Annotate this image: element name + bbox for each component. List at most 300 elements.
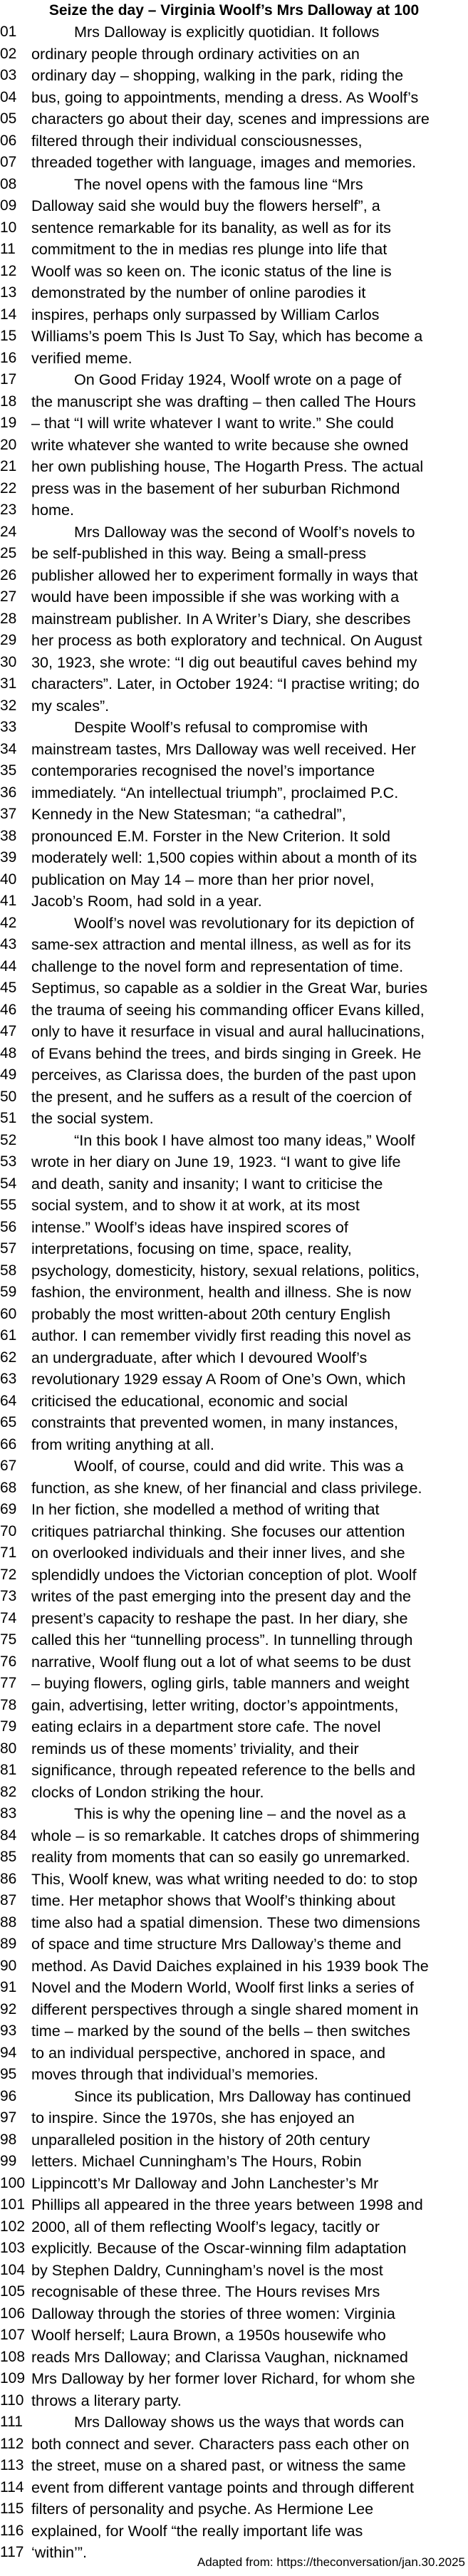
line-text: would have been impossible if she was working with a: [31, 588, 400, 606]
text-line: [0, 1064, 468, 1086]
text-line: [0, 261, 468, 283]
line-text: Woolf was so keen on. The iconic status of the line is: [31, 261, 392, 280]
line-text: present’s capacity to reshape the past. In her diary, she: [31, 1609, 408, 1627]
line-text: Woolf, of course, could and did write. This was a: [74, 1457, 404, 1475]
line-text: psychology, domesticity, history, sexual relations, politics,: [31, 1261, 420, 1279]
line-text: reads Mrs Dalloway; and Clarissa Vaughan, nicknamed: [31, 2347, 408, 2366]
text-line: [0, 1130, 468, 1152]
line-text: Dalloway said she would buy the flowers herself”, a: [31, 197, 380, 214]
text-line: [0, 1912, 468, 1934]
line-text: be self-published in this way. Being a small-press: [31, 544, 367, 562]
numbered-text-body: [0, 21, 468, 2564]
text-line: [0, 826, 468, 848]
text-line: [0, 2477, 468, 2499]
line-text: writes of the past emerging into the present day and the: [31, 1587, 411, 1605]
text-line: [0, 1673, 468, 1695]
line-text: gain, advertising, letter writing, doctor’s appointments,: [31, 1695, 399, 1714]
text-line: [0, 87, 468, 109]
line-number: 47: [0, 1023, 17, 1039]
line-number: 106: [0, 2305, 26, 2322]
line-number: 61: [0, 1327, 17, 1344]
line-text: her process as both exploratory and technical. On August: [31, 631, 422, 649]
line-number: 115: [0, 2500, 24, 2517]
line-number: 74: [0, 1609, 17, 1626]
text-line: [0, 2064, 468, 2086]
line-number: 70: [0, 1522, 17, 1539]
line-text: revolutionary 1929 essay A Room of One’s Own, which: [31, 1370, 406, 1388]
text-line: [0, 152, 468, 174]
text-line: [0, 1260, 468, 1282]
line-number: 15: [0, 328, 17, 344]
line-number: 36: [0, 784, 17, 801]
text-line: [0, 999, 468, 1022]
text-line: [0, 2411, 468, 2434]
line-number: 12: [0, 262, 17, 279]
line-text: her own publishing house, The Hogarth Press. The actual: [31, 457, 424, 475]
text-line: [0, 630, 468, 652]
line-number: 01: [0, 24, 17, 40]
line-number: 02: [0, 45, 17, 62]
text-line: [0, 695, 468, 717]
line-number: 05: [0, 110, 17, 127]
line-number: 65: [0, 1414, 17, 1430]
line-text: my scales”.: [31, 696, 110, 715]
line-number: 102: [0, 2218, 26, 2235]
text-line: [0, 1043, 468, 1065]
line-number: 94: [0, 2044, 17, 2061]
text-line: [0, 1869, 468, 1891]
line-text: the social system.: [31, 1109, 154, 1127]
line-number: 111: [0, 2414, 23, 2430]
line-number: 18: [0, 393, 17, 410]
line-text: contemporaries recognised the novel’s importance: [31, 762, 375, 779]
line-number: 33: [0, 719, 17, 735]
line-number: 79: [0, 1718, 17, 1735]
line-number: 90: [0, 1957, 17, 1974]
line-number: 113: [0, 2457, 24, 2473]
text-line: [0, 1977, 468, 1999]
line-number: 91: [0, 1979, 17, 1995]
line-number: 72: [0, 1566, 17, 1583]
line-number: 67: [0, 1458, 17, 1474]
line-text: the trauma of seeing his commanding officer Evans killed,: [31, 1000, 425, 1019]
line-number: 68: [0, 1479, 17, 1496]
text-line: [0, 1455, 468, 1477]
line-text: Lippincott’s Mr Dalloway and John Lanchester’s Mr: [31, 2174, 379, 2192]
text-line: [0, 586, 468, 608]
text-line: [0, 2520, 468, 2543]
line-text: 30, 1923, she wrote: “I dig out beautiful caves behind my: [31, 653, 417, 671]
text-line: [0, 1695, 468, 1717]
text-line: [0, 1999, 468, 2021]
line-text: In her fiction, she modelled a method of writing that: [31, 1500, 380, 1518]
line-number: 98: [0, 2131, 17, 2148]
text-line: [0, 2216, 468, 2238]
line-number: 59: [0, 1284, 17, 1300]
line-number: 23: [0, 502, 17, 518]
line-text: – that “I will write whatever I want to write.” She could: [31, 414, 394, 432]
line-number: 10: [0, 219, 17, 236]
text-line: [0, 369, 468, 391]
line-text: bus, going to appointments, mending a dress. As Woolf’s: [31, 88, 419, 106]
line-number: 76: [0, 1653, 17, 1670]
line-number: 89: [0, 1936, 17, 1952]
text-line: [0, 435, 468, 457]
line-number: 110: [0, 2391, 24, 2409]
line-text: called this her “tunnelling process”. In tunnelling through: [31, 1631, 413, 1648]
line-number: 55: [0, 1197, 17, 1213]
line-text: Phillips all appeared in the three years between 1998 and: [31, 2196, 423, 2213]
line-number: 75: [0, 1631, 17, 1648]
text-line: [0, 2434, 468, 2456]
line-number: 83: [0, 1805, 17, 1822]
line-number: 11: [0, 241, 16, 257]
text-line: [0, 673, 468, 695]
line-number: 108: [0, 2348, 26, 2365]
line-text: wrote in her diary on June 19, 1923. “I want to give life: [31, 1153, 401, 1170]
line-number: 112: [0, 2435, 24, 2452]
line-text: throws a literary party.: [31, 2391, 182, 2409]
line-text: on overlooked individuals and their inner lives, and she: [31, 1544, 405, 1562]
line-text: ‘within’”.: [31, 2543, 87, 2561]
line-text: the manuscript she was drafting – then called The Hours: [31, 392, 416, 410]
line-text: to an individual perspective, anchored in space, and: [31, 2043, 385, 2062]
text-line: [0, 2129, 468, 2151]
line-number: 44: [0, 957, 17, 975]
line-number: 43: [0, 936, 17, 952]
line-text: explained, for Woolf “the really important life was: [31, 2521, 363, 2540]
line-text: write whatever she wanted to write because she owned: [31, 435, 409, 454]
line-text: filtered through their individual consciousnesses,: [31, 131, 363, 150]
line-number: 92: [0, 2000, 17, 2017]
text-line: [0, 934, 468, 956]
text-line: [0, 1304, 468, 1326]
line-number: 56: [0, 1218, 17, 1235]
text-line: [0, 1282, 468, 1304]
line-text: event from different vantage points and through different: [31, 2478, 415, 2496]
text-line: [0, 43, 468, 66]
text-line: [0, 1738, 468, 1760]
line-number: 19: [0, 415, 17, 431]
line-number: 95: [0, 2066, 17, 2082]
text-line: [0, 1825, 468, 1847]
line-number: 96: [0, 2087, 17, 2104]
text-line: [0, 1021, 468, 1043]
line-number: 27: [0, 588, 17, 605]
line-number: 51: [0, 1110, 17, 1126]
line-text: critiques patriarchal thinking. She focuses our attention: [31, 1522, 405, 1540]
line-number: 42: [0, 914, 17, 931]
line-number: 50: [0, 1088, 17, 1105]
line-number: 81: [0, 1762, 17, 1778]
line-text: by Stephen Daldry, Cunningham’s novel is the most: [31, 2260, 383, 2279]
line-number: 20: [0, 436, 17, 453]
line-number: 14: [0, 306, 17, 323]
line-number: 64: [0, 1392, 17, 1409]
text-line: [0, 2325, 468, 2347]
line-text: challenge to the novel form and representation of time.: [31, 957, 404, 975]
line-text: clocks of London striking the hour.: [31, 1782, 264, 1801]
line-text: immediately. “An intellectual triumph”, proclaimed P.C.: [31, 783, 399, 801]
line-text: On Good Friday 1924, Woolf wrote on a page of: [74, 370, 402, 388]
line-text: narrative, Woolf flung out a lot of what seems to be dust: [31, 1652, 411, 1671]
line-text: home.: [31, 501, 75, 519]
line-number: 21: [0, 458, 17, 474]
line-text: publication on May 14 – more than her prior novel,: [31, 870, 375, 888]
line-number: 53: [0, 1153, 17, 1170]
line-number: 29: [0, 632, 17, 648]
line-text: and death, sanity and insanity; I want to criticise the: [31, 1174, 383, 1193]
text-line: [0, 304, 468, 326]
text-line: [0, 847, 468, 869]
text-line: [0, 2020, 468, 2042]
line-text: The novel opens with the famous line “Mrs: [74, 175, 363, 193]
text-line: [0, 521, 468, 544]
line-number: 86: [0, 1870, 17, 1887]
line-text: whole – is so remarkable. It catches drops of shimmering: [31, 1826, 420, 1844]
line-number: 101: [0, 2196, 26, 2213]
text-line: [0, 2194, 468, 2216]
line-text: Mrs Dalloway shows us the ways that words can: [74, 2413, 405, 2431]
line-number: 93: [0, 2022, 17, 2039]
line-number: 82: [0, 1783, 17, 1800]
text-line: [0, 2303, 468, 2325]
text-line: [0, 1195, 468, 1217]
text-line: [0, 2281, 468, 2303]
page-title: Seize the day – Virginia Woolf’s Mrs Dalloway at 100: [48, 2, 420, 19]
text-line: [0, 326, 468, 348]
line-text: same-sex attraction and mental illness, as well as for its: [31, 935, 411, 953]
text-line: [0, 2455, 468, 2477]
text-line: [0, 391, 468, 413]
line-text: Woolf herself; Laura Brown, a 1950s housewife who: [31, 2326, 386, 2344]
line-text: 2000, all of them reflecting Woolf’s legacy, tacitly or: [31, 2217, 380, 2235]
text-line: [0, 652, 468, 674]
line-text: mainstream tastes, Mrs Dalloway was well received. Her: [31, 739, 417, 758]
text-line: [0, 1564, 468, 1586]
line-number: 66: [0, 1435, 17, 1453]
line-text: This is why the opening line – and the novel as a: [74, 1804, 406, 1822]
text-line: [0, 1586, 468, 1608]
line-number: 48: [0, 1044, 17, 1061]
text-line: [0, 1956, 468, 1978]
line-text: Dalloway through the stories of three women: Virginia: [31, 2304, 395, 2322]
line-number: 07: [0, 154, 17, 170]
text-line: [0, 2107, 468, 2129]
line-number: 24: [0, 523, 17, 540]
line-text: both connect and sever. Characters pass each other on: [31, 2434, 410, 2453]
text-line: [0, 2173, 468, 2195]
line-number: 100: [0, 2174, 26, 2191]
line-text: unparalleled position in the history of 20th century: [31, 2130, 370, 2149]
text-line: [0, 65, 468, 87]
line-text: Since its publication, Mrs Dalloway has continued: [74, 2087, 411, 2105]
text-line: [0, 499, 468, 521]
line-number: 71: [0, 1544, 17, 1561]
text-line: [0, 2390, 468, 2412]
text-line: [0, 1368, 468, 1391]
line-number: 62: [0, 1349, 17, 1366]
line-text: Novel and the Modern World, Woolf first links a series of: [31, 1978, 414, 1996]
text-line: [0, 1629, 468, 1651]
line-text: time – marked by the sound of the bells – then switches: [31, 2022, 410, 2040]
line-number: 34: [0, 740, 17, 757]
line-number: 97: [0, 2109, 17, 2126]
line-number: 77: [0, 1675, 17, 1691]
line-text: commitment to the in medias res plunge into life that: [31, 240, 388, 258]
line-number: 41: [0, 893, 17, 909]
line-number: 17: [0, 371, 17, 388]
line-number: 39: [0, 849, 17, 866]
line-number: 84: [0, 1827, 17, 1844]
text-line: [0, 1108, 468, 1130]
line-number: 13: [0, 284, 17, 301]
line-number: 35: [0, 762, 17, 779]
line-text: reality from moments that can so easily go unremarked.: [31, 1848, 410, 1866]
line-text: constraints that prevented women, in many instances,: [31, 1413, 398, 1431]
line-number: 09: [0, 197, 17, 214]
line-number: 40: [0, 871, 17, 888]
line-text: of space and time structure Mrs Dalloway’s theme and: [31, 1935, 402, 1953]
line-number: 54: [0, 1175, 17, 1192]
text-line: [0, 2260, 468, 2282]
text-line: [0, 1890, 468, 1912]
text-line: [0, 239, 468, 261]
line-text: significance, through repeated reference to the bells and: [31, 1761, 416, 1779]
text-line: [0, 1933, 468, 1956]
text-line: [0, 608, 468, 630]
line-text: ordinary people through ordinary activities on an: [31, 44, 360, 63]
text-line: [0, 739, 468, 761]
line-text: sentence remarkable for its banality, as well as for its: [31, 218, 391, 237]
text-line: [0, 565, 468, 587]
line-number: 45: [0, 980, 17, 996]
line-text: interpretations, focusing on time, space, reality,: [31, 1240, 352, 1257]
line-text: recognisable of these three. The Hours revises Mrs: [31, 2282, 380, 2300]
line-text: Jacob’s Room, had sold in a year.: [31, 892, 262, 910]
text-line: [0, 478, 468, 500]
line-number: 87: [0, 1892, 17, 1908]
line-text: press was in the basement of her suburban Richmond: [31, 479, 400, 497]
text-line: [0, 717, 468, 739]
text-line: [0, 1608, 468, 1630]
text-line: [0, 760, 468, 782]
line-number: 52: [0, 1131, 17, 1148]
line-text: time also had a spatial dimension. These two dimensions: [31, 1913, 420, 1931]
line-number: 88: [0, 1913, 17, 1931]
text-line: [0, 1151, 468, 1173]
text-line: [0, 2498, 468, 2520]
line-number: 16: [0, 349, 17, 366]
text-line: [0, 1238, 468, 1260]
text-line: [0, 195, 468, 217]
line-text: Despite Woolf’s refusal to compromise with: [74, 718, 368, 736]
line-text: characters go about their day, scenes and impressions are: [31, 110, 430, 128]
text-line: [0, 1391, 468, 1413]
line-text: pronounced E.M. Forster in the New Criterion. It sold: [31, 826, 391, 845]
line-number: 109: [0, 2370, 26, 2387]
line-text: different perspectives through a single shared moment in: [31, 2000, 419, 2018]
text-line: [0, 1782, 468, 1804]
line-text: Woolf’s novel was revolutionary for its depiction of: [74, 913, 415, 932]
line-number: 103: [0, 2240, 26, 2256]
line-number: 80: [0, 1740, 17, 1757]
line-text: probably the most written-about 20th century English: [31, 1304, 391, 1323]
text-line: [0, 2151, 468, 2173]
text-line: [0, 2042, 468, 2065]
line-number: 28: [0, 610, 17, 627]
line-text: fashion, the environment, health and illness. She is now: [31, 1283, 411, 1301]
line-text: – buying flowers, ogling girls, table manners and weight: [31, 1674, 410, 1692]
text-line: [0, 869, 468, 891]
line-text: moves through that individual’s memories.: [31, 2065, 318, 2083]
line-text: Kennedy in the New Statesman; “a cathedral”,: [31, 805, 346, 823]
text-line: [0, 456, 468, 478]
line-number: 30: [0, 653, 17, 670]
line-number: 32: [0, 697, 17, 714]
line-text: characters”. Later, in October 1924: “I practise writing; do: [31, 675, 420, 692]
line-text: only to have it resurface in visual and aural hallucinations,: [31, 1022, 425, 1040]
text-line: [0, 1086, 468, 1108]
line-text: criticised the educational, economic and social: [31, 1391, 348, 1410]
line-number: 03: [0, 67, 17, 83]
line-number: 46: [0, 1001, 17, 1018]
line-text: time. Her metaphor shows that Woolf’s thinking about: [31, 1891, 395, 1909]
line-text: inspires, perhaps only surpassed by William Carlos: [31, 305, 380, 323]
line-text: mainstream publisher. In A Writer’s Diary, she describes: [31, 609, 411, 628]
line-text: of Evans behind the trees, and birds singing in Greek. He: [31, 1044, 422, 1062]
line-text: from writing anything at all.: [31, 1435, 214, 1453]
line-text: intense.” Woolf’s ideas have inspired scores of: [31, 1217, 348, 1236]
text-line: [0, 1173, 468, 1195]
line-text: publisher allowed her to experiment formally in ways that: [31, 566, 418, 584]
line-text: function, as she knew, of her financial and class privilege.: [31, 1478, 422, 1497]
line-number: 58: [0, 1262, 17, 1279]
line-text: filters of personality and psyche. As Hermione Lee: [31, 2500, 374, 2518]
text-line: [0, 1434, 468, 1456]
line-text: method. As David Daiches explained in his 1939 book The: [31, 1956, 429, 1975]
line-number: 25: [0, 545, 17, 561]
line-text: letters. Michael Cunningham’s The Hours, Robin: [31, 2152, 362, 2170]
text-line: [0, 21, 468, 43]
line-number: 114: [0, 2478, 24, 2496]
line-number: 57: [0, 1240, 17, 1257]
line-text: to inspire. Since the 1970s, she has enjoyed an: [31, 2109, 355, 2126]
text-line: [0, 1217, 468, 1239]
text-line: [0, 282, 468, 304]
line-number: 99: [0, 2153, 17, 2169]
line-number: 22: [0, 479, 17, 497]
line-text: Mrs Dalloway is explicitly quotidian. It follows: [74, 23, 380, 41]
text-line: [0, 348, 468, 370]
text-line: [0, 174, 468, 196]
text-line: [0, 913, 468, 935]
text-line: [0, 977, 468, 999]
line-text: an undergraduate, after which I devoured Woolf’s: [31, 1348, 368, 1366]
text-line: [0, 2368, 468, 2390]
line-number: 78: [0, 1696, 17, 1713]
line-text: “In this book I have almost too many ideas,” Woolf: [74, 1131, 415, 1149]
line-text: explicitly. Because of the Oscar-winning film adaptation: [31, 2239, 407, 2257]
line-text: ordinary day – shopping, walking in the park, riding the: [31, 66, 404, 84]
line-number: 73: [0, 1588, 17, 1604]
line-text: Williams’s poem This Is Just To Say, which has become a: [31, 327, 423, 345]
line-number: 31: [0, 675, 17, 692]
line-number: 117: [0, 2544, 24, 2560]
line-number: 85: [0, 1849, 17, 1865]
line-text: the street, muse on a shared past, or witness the same: [31, 2456, 406, 2474]
text-line: [0, 130, 468, 152]
